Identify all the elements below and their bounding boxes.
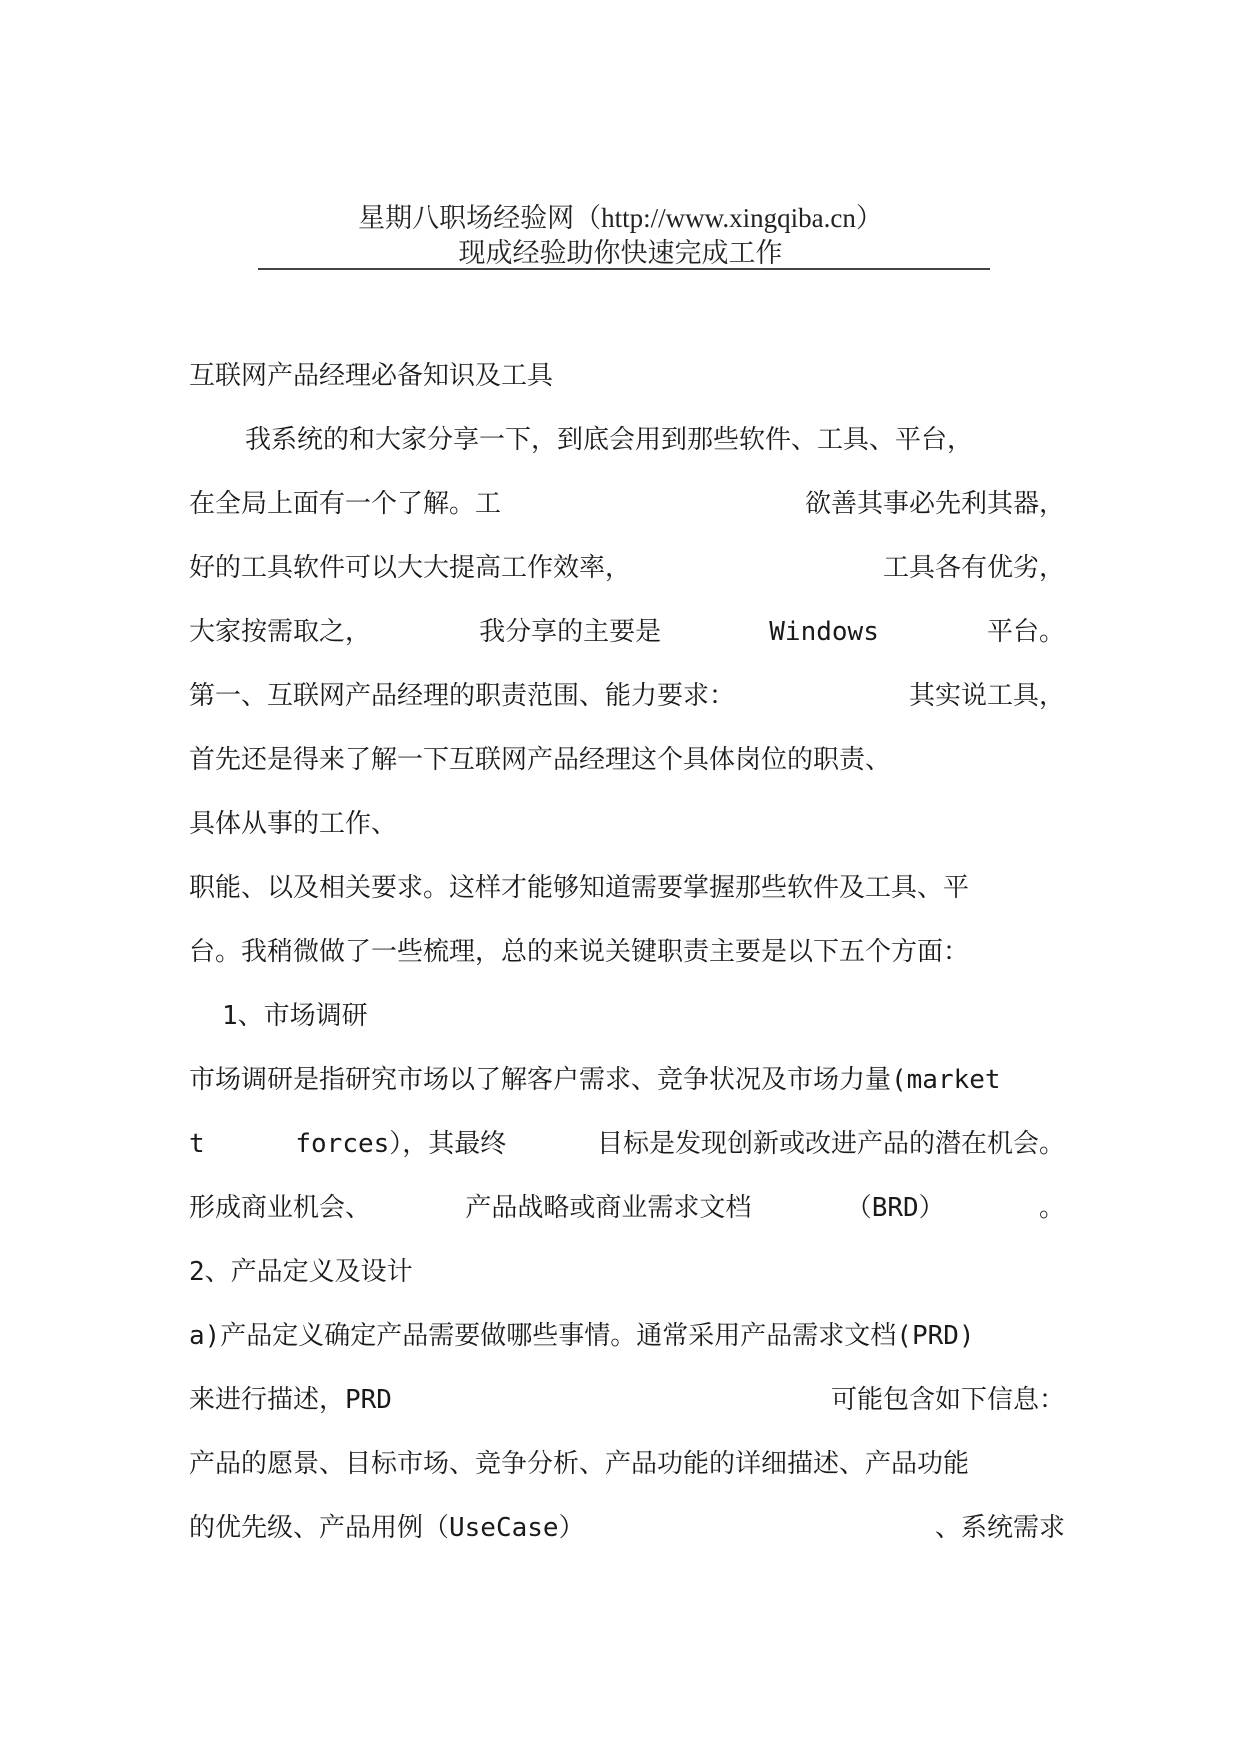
text-segment: 我分享的主要是 [479, 617, 662, 647]
paragraph-line [189, 548, 1065, 588]
section-heading-market-research: 1、市场调研 [222, 1001, 368, 1031]
text-segment: t [189, 1129, 205, 1159]
text-segment: 目标是发现创新或改进产品的潜在机会。 [596, 1129, 1065, 1159]
text-segment: 我系统的和大家分享一下，到底会用到那些软件、工具、平台， [245, 425, 974, 455]
paragraph-line [189, 1124, 1065, 1164]
paragraph-line: 具体从事的工作、 [189, 809, 398, 839]
paragraph-line [245, 420, 1065, 460]
text-segment: 平台。 [986, 617, 1065, 647]
text-segment: 产品战略或商业需求文档 [465, 1193, 752, 1223]
paragraph-line: 职能、以及相关要求。这样才能够知道需要掌握那些软件及工具、平 [189, 873, 970, 903]
text-segment: 在全局上面有一个了解。工 [189, 489, 502, 519]
text-segment: 的优先级、产品用例（UseCase） [189, 1513, 585, 1543]
paragraph-line: 台。我稍微做了一些梳理，总的来说关键职责主要是以下五个方面： [189, 937, 970, 967]
paragraph-line [189, 1508, 1065, 1548]
text-segment: 大家按需取之， [189, 617, 372, 647]
text-segment: （BRD） [845, 1193, 945, 1223]
text-segment: 其实说工具， [908, 681, 1065, 711]
text-segment: 好的工具软件可以大大提高工作效率， [189, 553, 632, 583]
text-segment: 。 [1038, 1193, 1065, 1223]
text-segment: 欲善其事必先利其器， [804, 489, 1065, 519]
paragraph-line: 市场调研是指研究市场以了解客户需求、竞争状况及市场力量(market [189, 1065, 1001, 1095]
text-segment: 形成商业机会、 [189, 1193, 372, 1223]
paragraph-line [189, 612, 1065, 652]
text-segment: 、系统需求 [934, 1513, 1065, 1543]
paragraph-line [189, 1380, 1065, 1420]
site-header-title: 星期八职场经验网（http://www.xingqiba.cn） [358, 203, 883, 233]
text-segment: 来进行描述，PRD [189, 1385, 392, 1415]
paragraph-line: 首先还是得来了解一下互联网产品经理这个具体岗位的职责、 [189, 745, 892, 775]
paragraph-line: 产品的愿景、目标市场、竞争分析、产品功能的详细描述、产品功能 [189, 1449, 970, 1479]
paragraph-line [189, 1188, 1065, 1228]
paragraph-line [189, 484, 1065, 524]
header-divider [258, 268, 990, 270]
text-segment: 工具各有优劣， [882, 553, 1065, 583]
paragraph-line [189, 676, 1065, 716]
text-segment: 第一、互联网产品经理的职责范围、能力要求： [189, 681, 736, 711]
section-heading-product-definition: 2、产品定义及设计 [189, 1257, 413, 1287]
text-segment: 可能包含如下信息： [830, 1385, 1065, 1415]
text-segment: forces），其最终 [295, 1129, 507, 1159]
text-segment: Windows [769, 617, 879, 647]
article-title: 互联网产品经理必备知识及工具 [189, 361, 554, 391]
paragraph-line: a)产品定义确定产品需要做哪些事情。通常采用产品需求文档(PRD) [189, 1321, 975, 1351]
site-header-slogan: 现成经验助你快速完成工作 [458, 238, 783, 268]
